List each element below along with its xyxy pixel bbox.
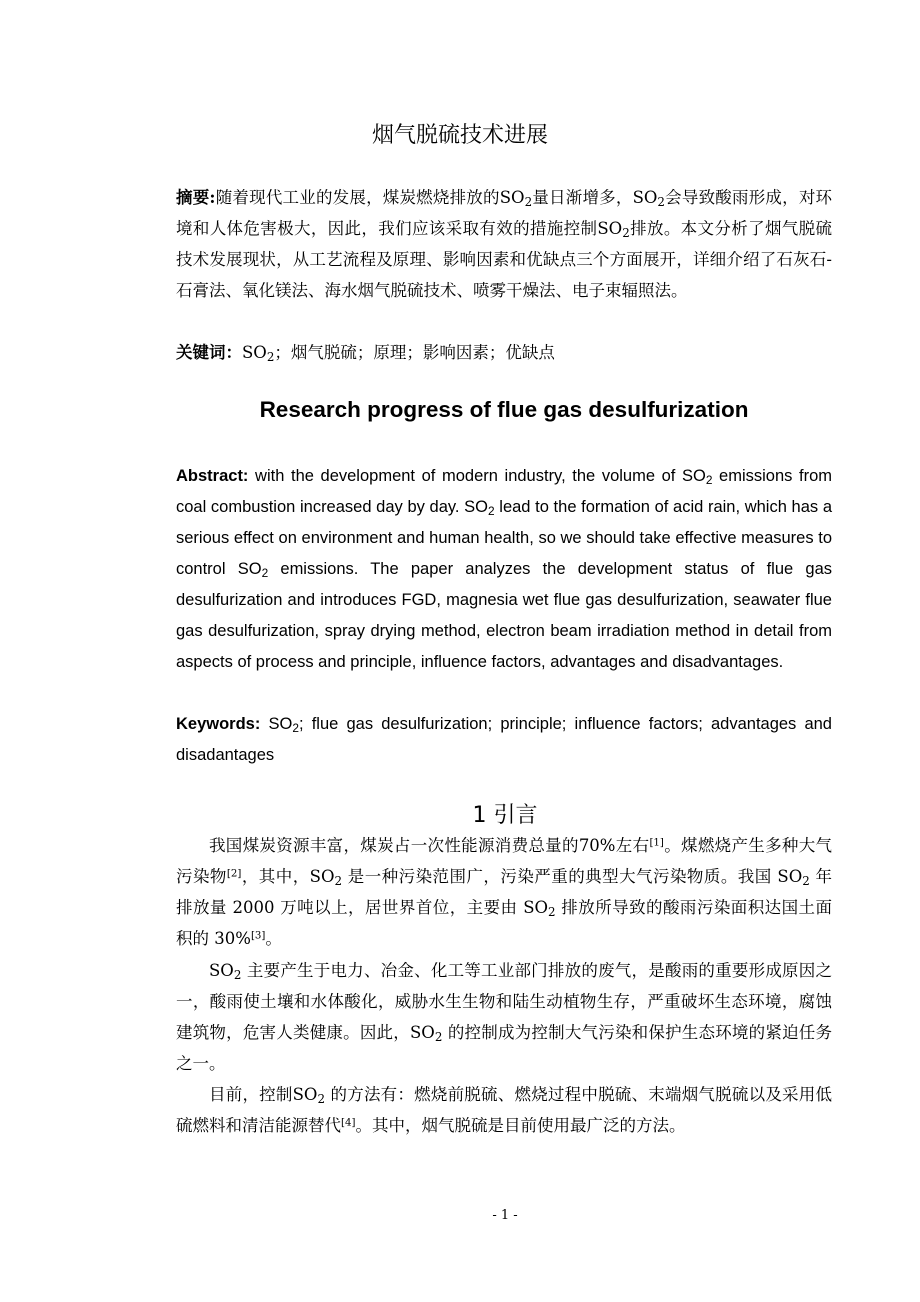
keywords-en-text: ; flue gas desulfurization; principle; influence factors; advantages and disadantages xyxy=(176,715,832,764)
abstract-en xyxy=(176,461,832,678)
so2-formula: SO xyxy=(292,1085,318,1104)
page-number: - 1 - xyxy=(492,1208,518,1223)
paragraph-text: 的方法有：燃烧前脱硫、燃烧过程中脱硫、末端烟气脱硫以及采用低硫燃料和清洁能源替代 xyxy=(176,1085,832,1135)
paragraph-text: 。煤燃烧产生多种大气污染物 xyxy=(176,836,833,886)
subscript-2: 2 xyxy=(434,1029,443,1044)
abstract-cn-text: 随着现代工业的发展，煤炭燃烧排放的 xyxy=(215,188,500,207)
percentage-value: 30% xyxy=(214,929,251,948)
paragraph-text: 。 xyxy=(265,929,282,948)
subscript-2: 2 xyxy=(233,967,242,982)
so2-formula: SO xyxy=(632,188,658,207)
so2-formula: SO xyxy=(409,1023,435,1042)
subscript-2: 2 xyxy=(802,873,810,888)
paragraph-text: 万吨以上，居世界首位，主要由 xyxy=(274,898,524,917)
so2-formula: SO xyxy=(499,188,525,207)
keywords-cn-label: 关键词： xyxy=(176,343,242,362)
keywords-en xyxy=(176,709,832,771)
body-paragraph-1 xyxy=(176,830,832,954)
subscript-2: 2 xyxy=(317,1091,326,1106)
citation-ref: [4] xyxy=(341,1117,356,1129)
keywords-en-label: Keywords: xyxy=(176,715,261,733)
paragraph-text: 主要产生于电力、冶金、化工等工业部门排放的废气，是酸雨的重要形成原因之一，酸雨使土壤和水体酸化，威胁水生生物和陆生动植物生存，严重破坏生态环境，腐蚀建筑物，危害人类健康。因此， xyxy=(176,961,832,1042)
so2-formula: SO xyxy=(523,898,549,917)
so2-formula: SO xyxy=(242,343,267,362)
paragraph-text: 左右 xyxy=(615,836,650,855)
abstract-cn-text: 排放。本文分析了烟气脱硫技术发展现状，从工艺流程及原理、影响因素和优缺点三个方面展开，详细介绍了石灰石-石膏法、氧化镁法、海水烟气脱硫技术、喷雾干燥法、电子束辐照法。 xyxy=(176,219,833,300)
subscript-2: 2 xyxy=(524,194,533,209)
abstract-cn xyxy=(176,182,832,306)
subscript-2: 2 xyxy=(266,349,275,364)
paragraph-text: 年排放量 xyxy=(176,867,833,917)
so2-formula: SO xyxy=(777,867,803,886)
so2-formula: SO xyxy=(309,867,335,886)
keywords-cn xyxy=(176,337,832,368)
so2-formula: SO xyxy=(209,961,234,980)
subscript-2: 2 xyxy=(261,565,269,580)
citation-ref: [2] xyxy=(226,868,242,880)
paragraph-text: 我国煤炭资源丰富，煤炭占一次性能源消费总量的 xyxy=(209,836,579,855)
abstract-en-text: lead to the formation of acid rain, which has a serious effect on environment and human health, so we should take effective measures to control SO xyxy=(176,498,832,578)
paragraph-text: 排放所导致的酸雨污染面积达国土面积的 xyxy=(176,898,833,948)
subscript-2: 2 xyxy=(705,472,713,487)
abstract-en-text: with the development of modern industry, the volume of SO xyxy=(248,467,706,485)
abstract-cn-text: 会导致酸雨形成，对环境和人体危害极大，因此，我们应该采取有效的措施控制 xyxy=(176,188,833,238)
paragraph-text: 是一种污染范围广，污染严重的典型大气污染物质。我国 xyxy=(342,867,778,886)
subscript-2: 2 xyxy=(488,503,495,518)
keywords-cn-text: ；烟气脱硫；原理；影响因素；优缺点 xyxy=(274,343,555,362)
so2-formula: SO xyxy=(597,219,623,238)
abstract-cn-text: 量日渐增多， xyxy=(532,188,633,207)
paragraph-text: ，其中， xyxy=(241,867,310,886)
body-paragraph-3 xyxy=(176,1079,832,1141)
subscript-2: 2 xyxy=(548,904,556,919)
citation-ref: [1] xyxy=(649,837,664,849)
paragraph-text: 的控制成为控制大气污染和保护生态环境的紧迫任务之一。 xyxy=(176,1023,832,1073)
paper-title-en: Research progress of flue gas desulfurization xyxy=(259,397,749,422)
emission-amount: 2000 xyxy=(232,898,275,917)
percentage-value: 70% xyxy=(578,836,616,855)
subscript-2: 2 xyxy=(657,194,665,209)
paragraph-text: 。其中，烟气脱硫是目前使用最广泛的方法。 xyxy=(355,1116,686,1135)
abstract-cn-label: 摘要: xyxy=(176,188,216,207)
subscript-2: 2 xyxy=(292,720,299,735)
subscript-2: 2 xyxy=(334,873,343,888)
abstract-en-text: emissions. The paper analyzes the development status of flue gas desulfurization and introduces FGD, magnesia wet flue gas desulfurization, seawater flue gas desulfurization, spray drying method, electron beam irradiation method in detail from aspects of process and principle, influence factors, advantages and disadvantages. xyxy=(176,560,832,671)
section-heading-intro: 1 引言 xyxy=(472,803,538,828)
keywords-en-text: SO xyxy=(260,715,293,733)
abstract-en-label: Abstract: xyxy=(176,467,249,485)
subscript-2: 2 xyxy=(622,225,630,240)
paper-title-cn: 烟气脱硫技术进展 xyxy=(371,123,548,148)
paragraph-text: 目前，控制 xyxy=(209,1085,293,1104)
citation-ref: [3] xyxy=(250,930,266,942)
abstract-en-text: emissions from coal combustion increased day by day. SO xyxy=(176,467,833,516)
body-paragraph-2 xyxy=(176,955,832,1079)
